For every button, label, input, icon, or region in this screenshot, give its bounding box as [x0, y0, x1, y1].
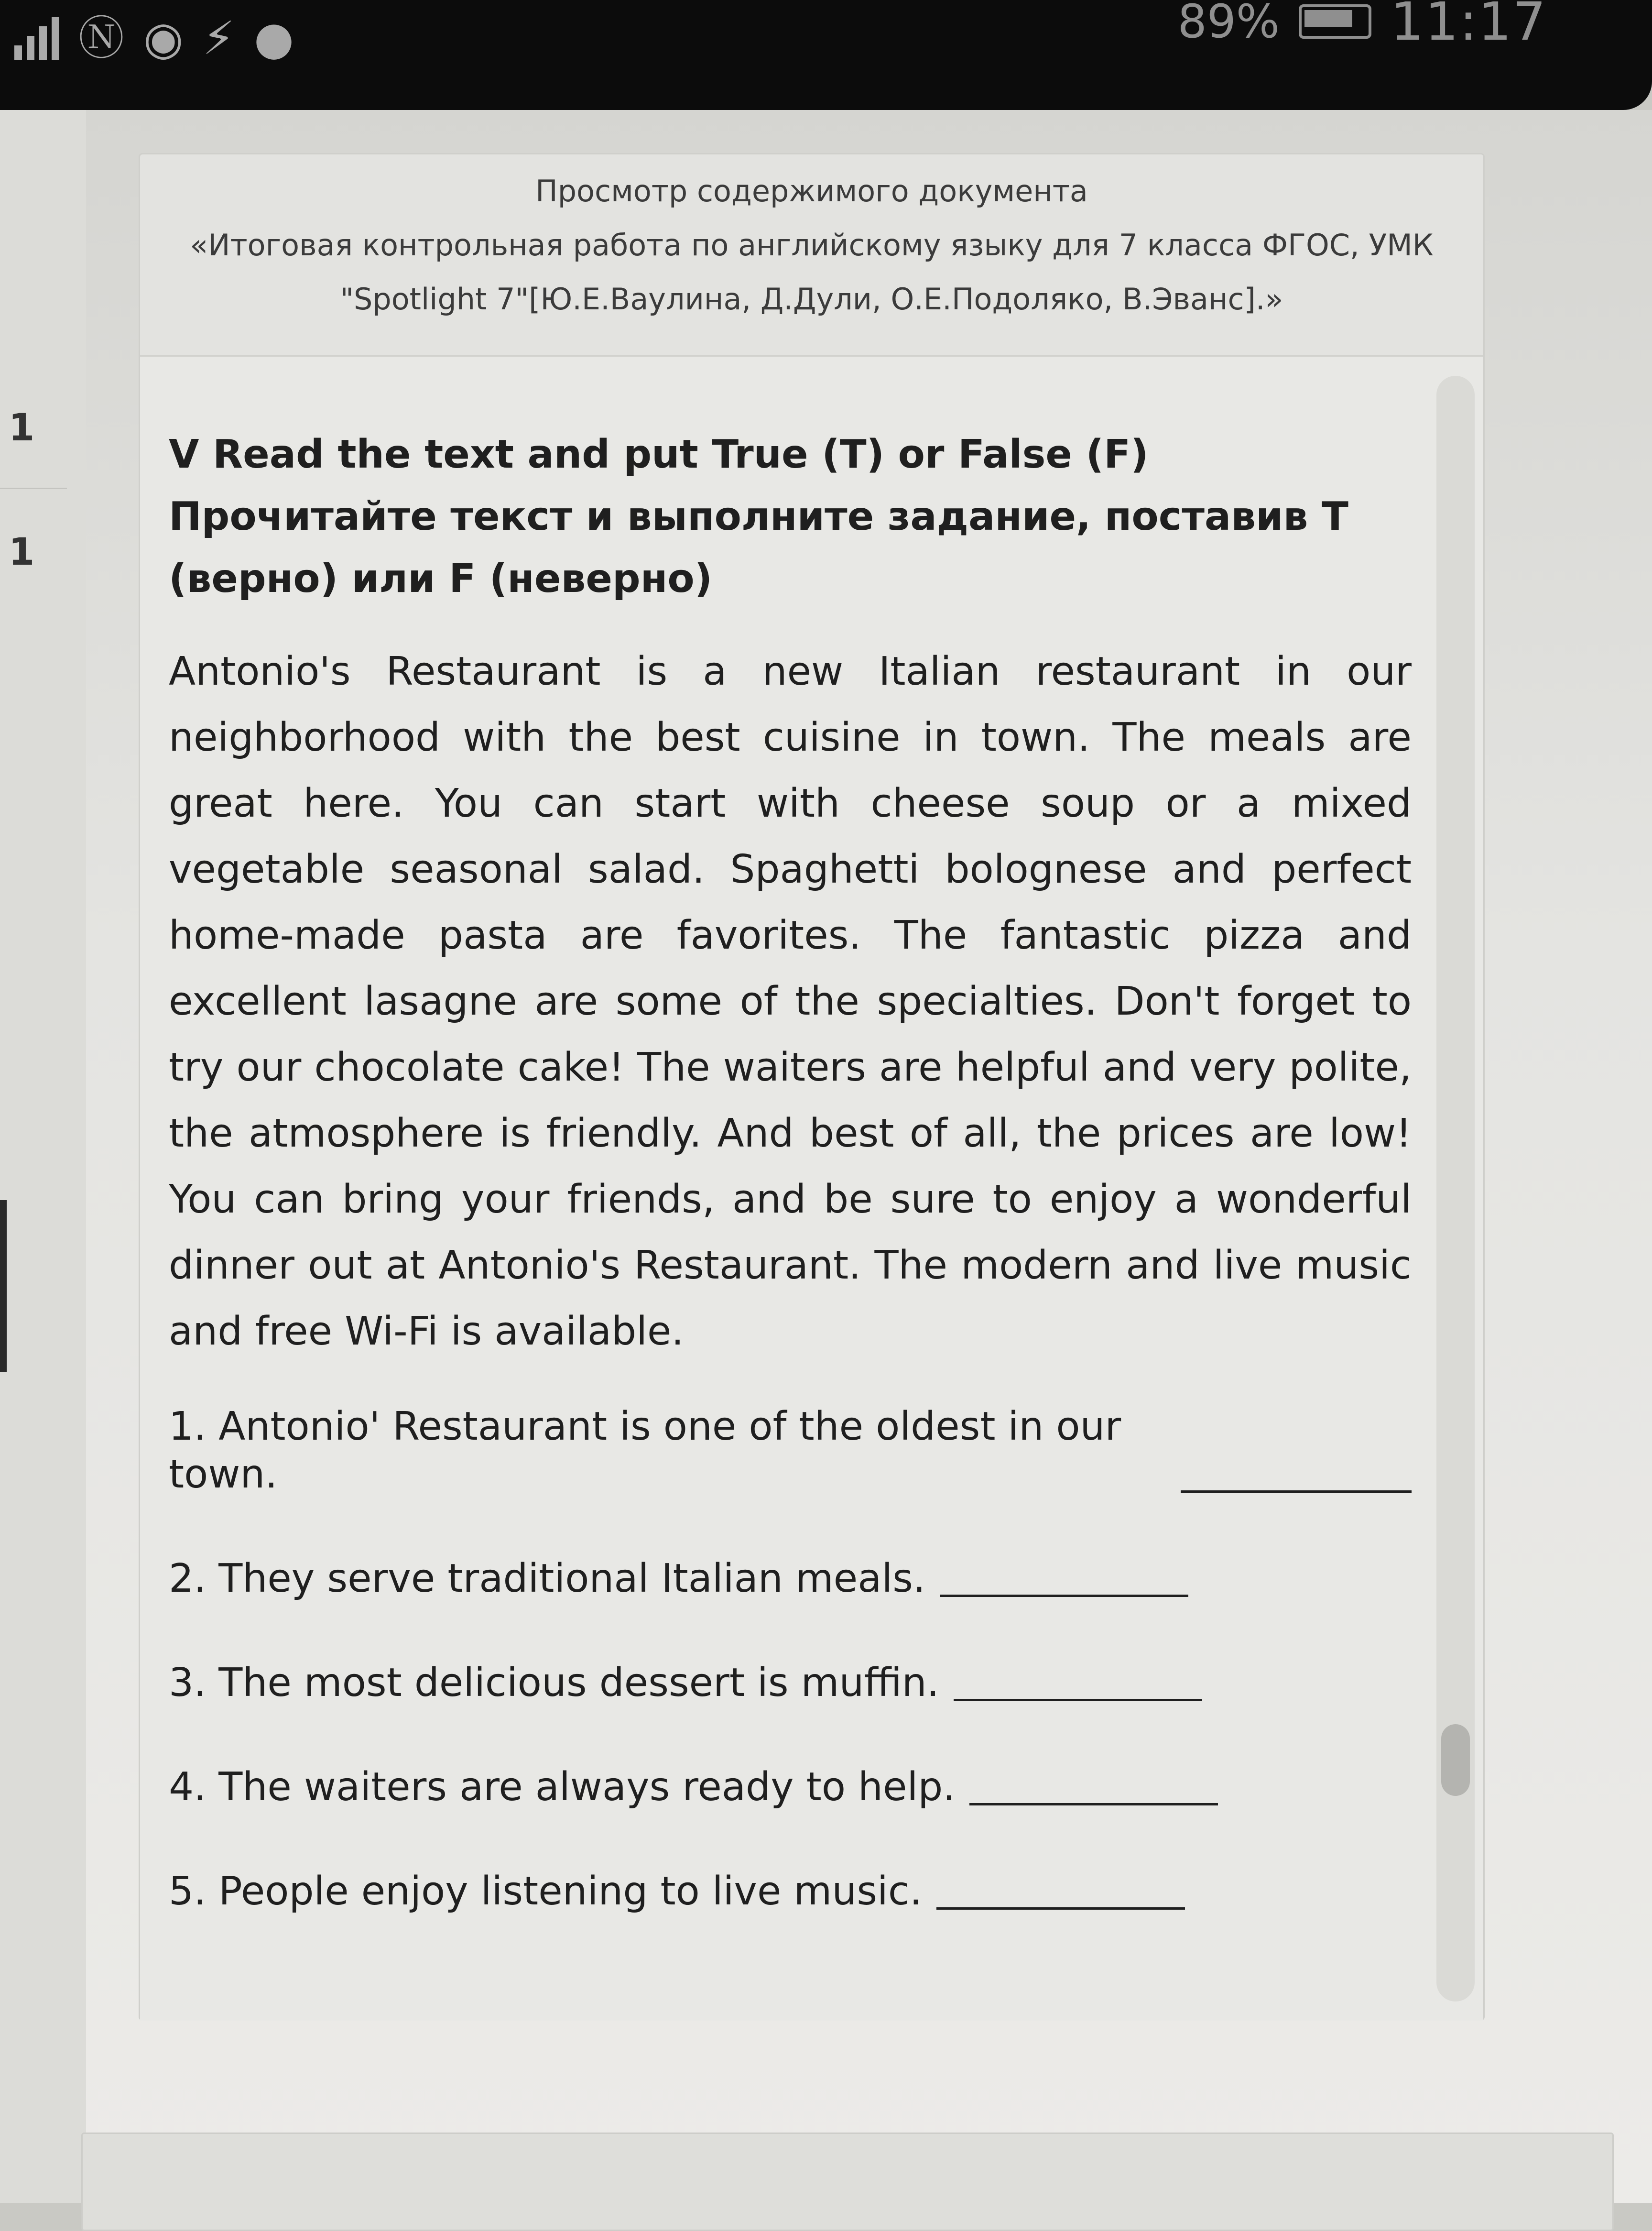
question-text: 3. The most delicious dessert is muffin.	[169, 1660, 939, 1706]
question-text: 1. Antonio' Restaurant is one of the oldest in our town.	[169, 1404, 1121, 1497]
question-item	[169, 1763, 1412, 1811]
gutter-marker	[0, 1200, 7, 1372]
scrollbar-thumb[interactable]	[1441, 1724, 1470, 1796]
answer-blank[interactable]	[954, 1699, 1202, 1701]
signal-icon	[14, 17, 59, 60]
nfc-icon: Ⓝ	[78, 11, 124, 65]
document-card	[139, 153, 1485, 2021]
vpn-icon: ◉	[143, 11, 184, 65]
gutter-number: 1	[9, 406, 35, 449]
status-icons-left	[14, 10, 294, 67]
next-document-card	[81, 2133, 1614, 2231]
answer-blank[interactable]	[936, 1907, 1185, 1910]
question-text: 2. They serve traditional Italian meals.	[169, 1556, 926, 1601]
question-item	[169, 1868, 1412, 1915]
document-header-authors: "Spotlight 7"[Ю.Е.Ваулина, Д.Дули, О.Е.Подоляко, В.Эванс].»	[340, 282, 1283, 317]
reading-passage: Antonio's Restaurant is a new Italian restaurant in our neighborhood with the best cuisine in town. The meals are great here. You can start with cheese soup or a mixed vegetable seasonal salad. Spaghetti bolognese and perfect home-made pasta are favorites. The fantastic pizza and excellent lasagne are some of the specialties. Don't forget to try our chocolate cake! The waiters are helpful and very polite, the atmosphere is friendly. And best of all, the prices are low! You can bring your friends, and be sure to enjoy a wonderful dinner out at Antonio's Restaurant. The modern and live music and free Wi-Fi is available.	[169, 649, 1412, 1354]
charging-icon: ⚡	[202, 11, 235, 65]
document-header-title: Просмотр содержимого документа	[535, 174, 1088, 208]
question-text: 4. The waiters are always ready to help.	[169, 1764, 956, 1810]
gutter-divider	[0, 488, 67, 489]
battery-icon	[1299, 4, 1371, 39]
document-header-subtitle: «Итоговая контрольная работа по английскому языку для 7 класса ФГОС, УМК	[190, 228, 1434, 262]
answer-blank[interactable]	[1181, 1490, 1412, 1493]
document-body[interactable]	[140, 355, 1483, 2021]
question-text: 5. People enjoy listening to live music.	[169, 1869, 922, 1914]
question-item	[169, 1659, 1412, 1707]
status-bar	[0, 0, 1652, 110]
document-header	[140, 154, 1483, 317]
screen	[0, 110, 1652, 2203]
task-title: V Read the text and put True (T) or False (F) Прочитайте текст и выполните задание, поставив Т (верно) или F (неверно)	[169, 432, 1348, 601]
question-item	[169, 1403, 1412, 1498]
clock: 11:17	[1390, 0, 1547, 52]
battery-percent: 89%	[1177, 0, 1280, 48]
status-icons-right	[1177, 0, 1547, 52]
gutter-number: 1	[9, 531, 35, 574]
answer-blank[interactable]	[940, 1595, 1188, 1597]
question-item	[169, 1555, 1412, 1603]
answer-blank[interactable]	[969, 1803, 1218, 1805]
document-content	[169, 424, 1412, 1972]
line-number-gutter	[0, 110, 86, 2203]
notification-icon: ●	[254, 11, 294, 65]
